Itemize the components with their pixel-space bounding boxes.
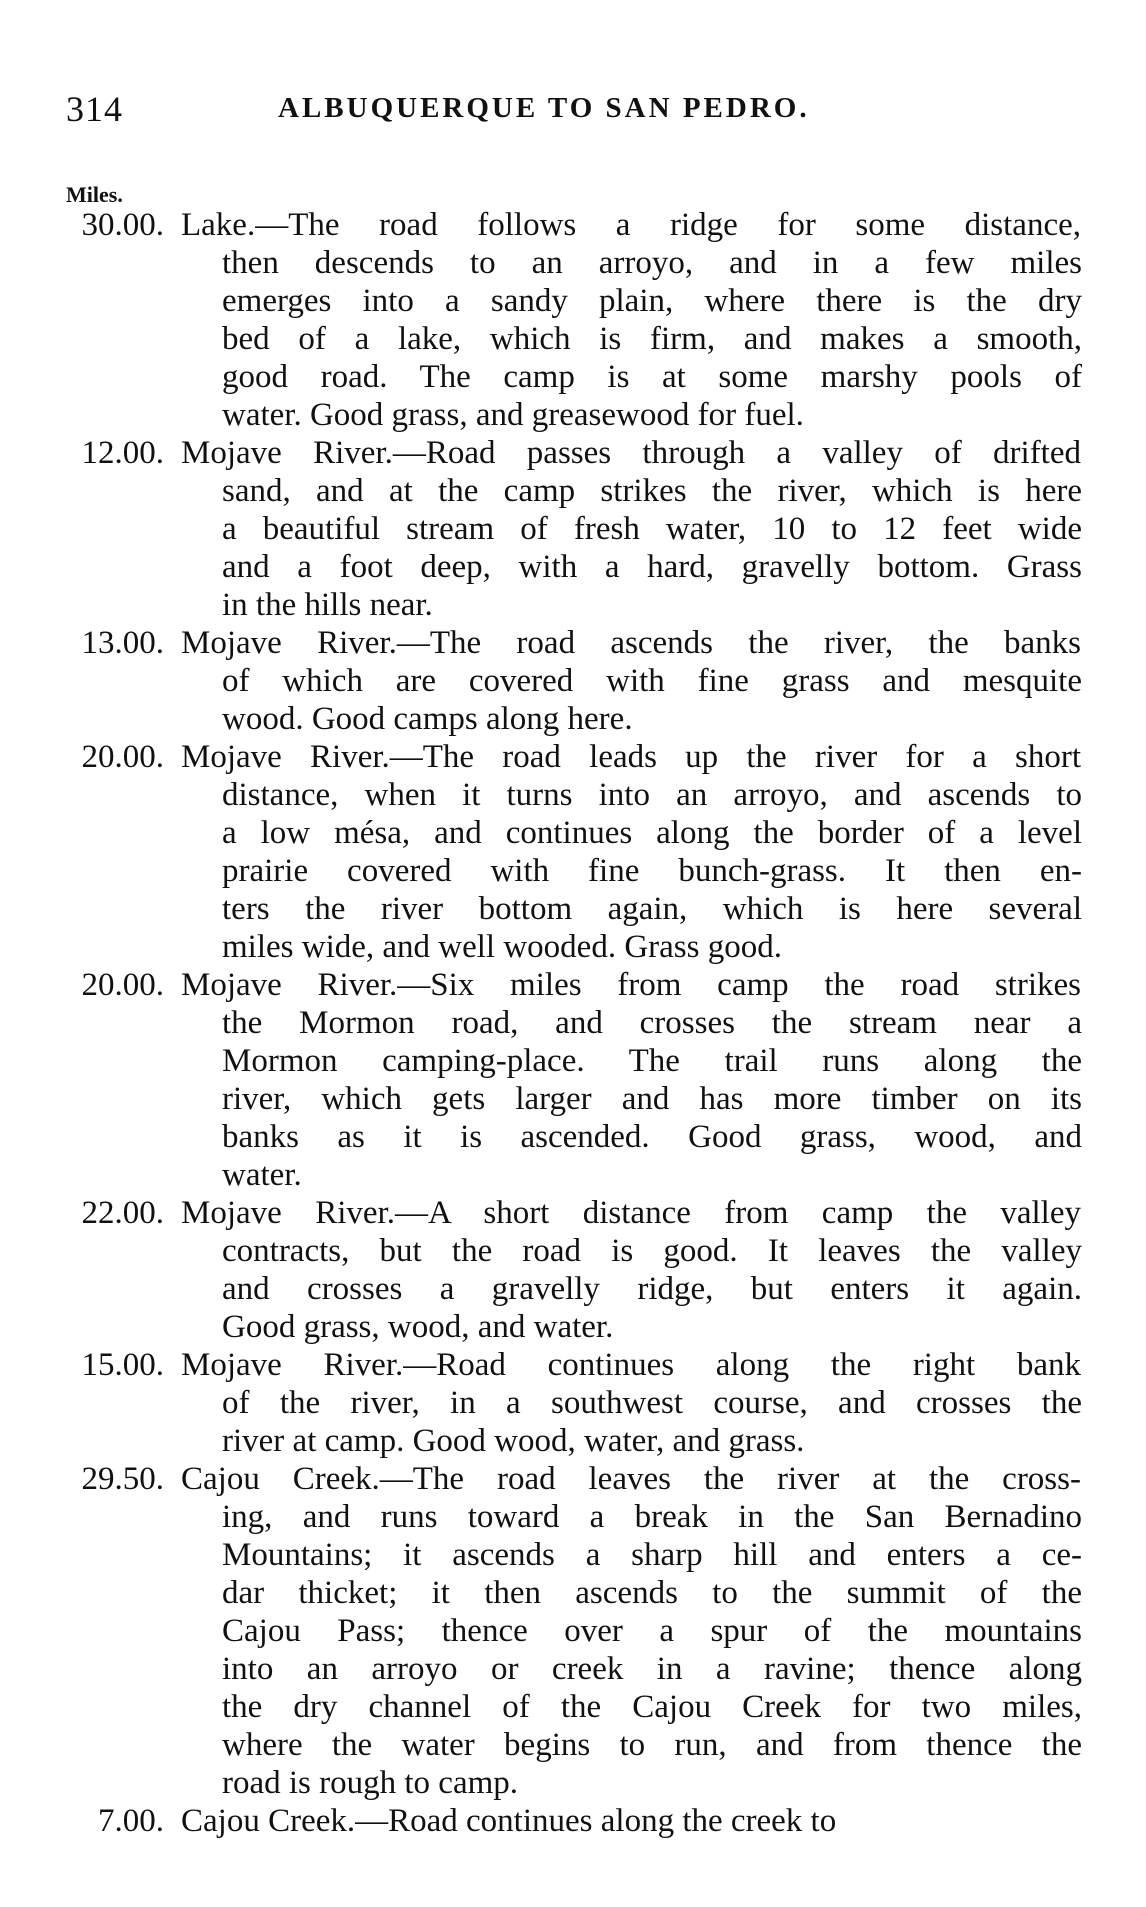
entry-line	[0, 586, 1146, 624]
entry-line	[0, 662, 1146, 700]
entry-line	[0, 1802, 1146, 1840]
entry-text: road is rough to camp.	[222, 1765, 519, 1801]
mileage-value: 30.00.	[81, 207, 164, 243]
mileage-value: 12.00.	[81, 435, 164, 471]
itinerary-entries	[0, 206, 1146, 1840]
entry-text: where the water begins to run, and from thence the	[222, 1727, 1082, 1763]
entry-line	[0, 1650, 1146, 1688]
entry-text: Mountains; it ascends a sharp hill and enters a ce-	[222, 1537, 1082, 1573]
entry-line	[0, 320, 1146, 358]
entry-line	[0, 1346, 1146, 1384]
entry-line	[0, 852, 1146, 890]
mileage-value: 7.00.	[98, 1803, 164, 1839]
entry-line	[0, 206, 1146, 244]
entry-text: and a foot deep, with a hard, gravelly bottom. Grass	[222, 549, 1082, 585]
entry-line	[0, 890, 1146, 928]
entry-line	[0, 1194, 1146, 1232]
entry-line	[0, 396, 1146, 434]
itinerary-entry	[0, 434, 1146, 624]
entry-text: Cajou Pass; thence over a spur of the mountains	[222, 1613, 1082, 1649]
entry-text: a beautiful stream of fresh water, 10 to 12 feet wide	[222, 511, 1082, 547]
entry-line	[0, 738, 1146, 776]
mileage-value: 20.00.	[81, 967, 164, 1003]
entry-text: Mojave River.—A short distance from camp the valley	[181, 1195, 1081, 1231]
entry-text: contracts, but the road is good. It leaves the valley	[222, 1233, 1082, 1269]
entry-line	[0, 1422, 1146, 1460]
entry-text: Mojave River.—The road leads up the river for a short	[181, 739, 1081, 775]
entry-line	[0, 1080, 1146, 1118]
entry-line	[0, 1764, 1146, 1802]
entry-line	[0, 1460, 1146, 1498]
entry-line	[0, 1308, 1146, 1346]
entry-text: Mojave River.—Road continues along the right bank	[181, 1347, 1081, 1383]
entry-line	[0, 1612, 1146, 1650]
page-header	[66, 88, 1086, 138]
entry-text: Mojave River.—Six miles from camp the road strikes	[181, 967, 1081, 1003]
itinerary-entry	[0, 206, 1146, 434]
entry-text: Lake.—The road follows a ridge for some distance,	[181, 207, 1081, 243]
entry-text: into an arroyo or creek in a ravine; thence along	[222, 1651, 1082, 1687]
entry-text: water. Good grass, and greasewood for fuel.	[222, 397, 804, 433]
entry-text: water.	[222, 1157, 302, 1193]
mileage-value: 20.00.	[81, 739, 164, 775]
entry-text: banks as it is ascended. Good grass, wood, and	[222, 1119, 1082, 1155]
entry-text: good road. The camp is at some marshy pools of	[222, 359, 1082, 395]
entry-line	[0, 1536, 1146, 1574]
itinerary-entry	[0, 738, 1146, 966]
entry-line	[0, 1270, 1146, 1308]
mileage-value: 13.00.	[81, 625, 164, 661]
page-number: 314	[66, 89, 123, 129]
mileage-value: 29.50.	[81, 1461, 164, 1497]
entry-line	[0, 1004, 1146, 1042]
entry-text: distance, when it turns into an arroyo, and ascends to	[222, 777, 1082, 813]
entry-text: wood. Good camps along here.	[222, 701, 633, 737]
itinerary-entry	[0, 624, 1146, 738]
entry-text: sand, and at the camp strikes the river, which is here	[222, 473, 1082, 509]
entry-text: river at camp. Good wood, water, and grass.	[222, 1423, 805, 1459]
entry-text: emerges into a sandy plain, where there is the dry	[222, 283, 1082, 319]
entry-text: in the hills near.	[222, 587, 433, 623]
entry-line	[0, 510, 1146, 548]
entry-line	[0, 624, 1146, 662]
entry-text: Mojave River.—Road passes through a valley of drifted	[181, 435, 1081, 471]
entry-text: the dry channel of the Cajou Creek for two miles,	[222, 1689, 1082, 1725]
itinerary-entry	[0, 1346, 1146, 1460]
mileage-value: 15.00.	[81, 1347, 164, 1383]
entry-text: Cajou Creek.—The road leaves the river at the cross-	[181, 1461, 1081, 1497]
entry-text: dar thicket; it then ascends to the summit of the	[222, 1575, 1082, 1611]
mileage-value: 22.00.	[81, 1195, 164, 1231]
entry-text: Mormon camping-place. The trail runs along the	[222, 1043, 1082, 1079]
miles-column-label: Miles.	[66, 182, 123, 207]
entry-line	[0, 472, 1146, 510]
running-title: ALBUQUERQUE TO SAN PEDRO.	[278, 92, 810, 124]
entry-line	[0, 1232, 1146, 1270]
entry-text: Good grass, wood, and water.	[222, 1309, 614, 1345]
entry-text: miles wide, and well wooded. Grass good.	[222, 929, 782, 965]
entry-line	[0, 548, 1146, 586]
entry-text: of the river, in a southwest course, and crosses the	[222, 1385, 1082, 1421]
entry-text: ing, and runs toward a break in the San Bernadino	[222, 1499, 1082, 1535]
entry-line	[0, 1726, 1146, 1764]
entry-line	[0, 1498, 1146, 1536]
entry-text: ters the river bottom again, which is here several	[222, 891, 1082, 927]
entry-line	[0, 814, 1146, 852]
entry-line	[0, 1042, 1146, 1080]
entry-line	[0, 1574, 1146, 1612]
entry-line	[0, 966, 1146, 1004]
entry-text: Cajou Creek.—Road continues along the creek to	[181, 1803, 837, 1839]
entry-line	[0, 1118, 1146, 1156]
itinerary-entry	[0, 966, 1146, 1194]
entry-text: the Mormon road, and crosses the stream near a	[222, 1005, 1082, 1041]
entry-text: prairie covered with fine bunch-grass. It then en-	[222, 853, 1082, 889]
entry-line	[0, 700, 1146, 738]
entry-line	[0, 1384, 1146, 1422]
entry-text: of which are covered with fine grass and mesquite	[222, 663, 1082, 699]
itinerary-entry	[0, 1802, 1146, 1840]
entry-line	[0, 1156, 1146, 1194]
entry-text: river, which gets larger and has more timber on its	[222, 1081, 1082, 1117]
entry-line	[0, 282, 1146, 320]
entry-line	[0, 928, 1146, 966]
entry-line	[0, 1688, 1146, 1726]
itinerary-entry	[0, 1460, 1146, 1802]
entry-line	[0, 358, 1146, 396]
entry-text: Mojave River.—The road ascends the river, the banks	[181, 625, 1081, 661]
entry-line	[0, 244, 1146, 282]
entry-text: a low mésa, and continues along the border of a level	[222, 815, 1082, 851]
entry-text: and crosses a gravelly ridge, but enters it again.	[222, 1271, 1082, 1307]
entry-text: bed of a lake, which is firm, and makes a smooth,	[222, 321, 1082, 357]
entry-line	[0, 434, 1146, 472]
entry-text: then descends to an arroyo, and in a few miles	[222, 245, 1082, 281]
itinerary-entry	[0, 1194, 1146, 1346]
entry-line	[0, 776, 1146, 814]
